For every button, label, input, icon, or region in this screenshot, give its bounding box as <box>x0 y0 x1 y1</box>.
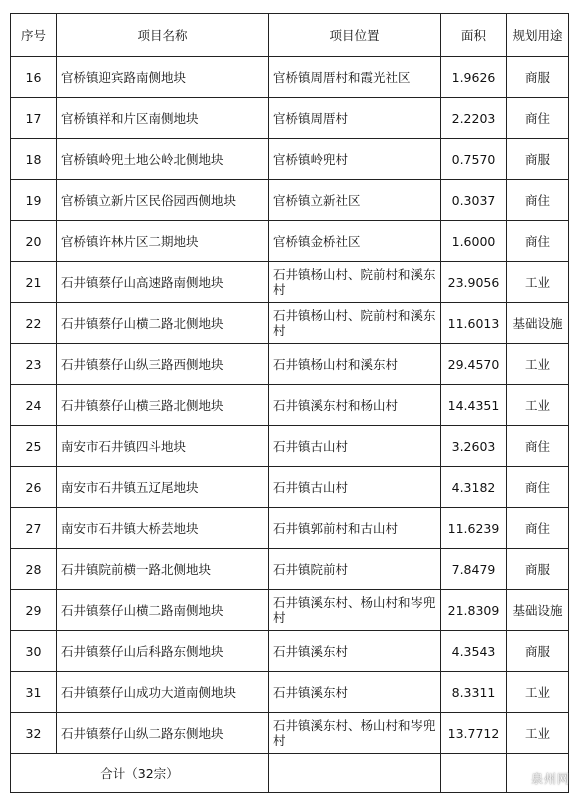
project-location: 石井镇郭前村和古山村 <box>269 508 441 549</box>
planned-use: 工业 <box>507 713 569 754</box>
planned-use: 商住 <box>507 508 569 549</box>
project-location: 石井镇溪东村、杨山村和岑兜村 <box>269 713 441 754</box>
project-location: 石井镇杨山村、院前村和溪东村 <box>269 262 441 303</box>
planned-use: 商服 <box>507 549 569 590</box>
project-name: 石井镇蔡仔山后科路东侧地块 <box>57 631 269 672</box>
planned-use: 商住 <box>507 180 569 221</box>
row-number: 24 <box>11 385 57 426</box>
project-name: 石井镇蔡仔山纵三路西侧地块 <box>57 344 269 385</box>
project-location: 石井镇杨山村、院前村和溪东村 <box>269 303 441 344</box>
project-location: 石井镇溪东村和杨山村 <box>269 385 441 426</box>
table-row <box>11 221 569 262</box>
table-row <box>11 426 569 467</box>
table-row <box>11 549 569 590</box>
planned-use: 商住 <box>507 98 569 139</box>
header-no: 序号 <box>11 14 57 57</box>
table-row <box>11 303 569 344</box>
project-name: 南安市石井镇大桥芸地块 <box>57 508 269 549</box>
project-area: 14.4351 <box>441 385 507 426</box>
project-location: 官桥镇岭兜村 <box>269 139 441 180</box>
row-number: 31 <box>11 672 57 713</box>
project-name: 石井镇蔡仔山纵二路东侧地块 <box>57 713 269 754</box>
project-area: 8.3311 <box>441 672 507 713</box>
table-body <box>11 57 569 793</box>
project-name: 官桥镇祥和片区南侧地块 <box>57 98 269 139</box>
row-number: 17 <box>11 98 57 139</box>
project-name: 官桥镇立新片区民俗园西侧地块 <box>57 180 269 221</box>
project-area: 4.3182 <box>441 467 507 508</box>
project-area: 3.2603 <box>441 426 507 467</box>
row-number: 22 <box>11 303 57 344</box>
table-row <box>11 590 569 631</box>
header-name: 项目名称 <box>57 14 269 57</box>
table-row <box>11 139 569 180</box>
project-name: 官桥镇许林片区二期地块 <box>57 221 269 262</box>
project-area: 4.3543 <box>441 631 507 672</box>
row-number: 23 <box>11 344 57 385</box>
row-number: 20 <box>11 221 57 262</box>
project-location: 石井镇古山村 <box>269 426 441 467</box>
project-location: 石井镇溪东村、杨山村和岑兜村 <box>269 590 441 631</box>
table-row <box>11 98 569 139</box>
project-name: 石井镇蔡仔山高速路南侧地块 <box>57 262 269 303</box>
row-number: 27 <box>11 508 57 549</box>
project-name: 石井镇院前横一路北侧地块 <box>57 549 269 590</box>
project-area: 13.7712 <box>441 713 507 754</box>
row-number: 21 <box>11 262 57 303</box>
total-label: 合计（32宗） <box>11 754 269 793</box>
row-number: 29 <box>11 590 57 631</box>
header-use: 规划用途 <box>507 14 569 57</box>
project-location: 官桥镇金桥社区 <box>269 221 441 262</box>
planned-use: 商住 <box>507 221 569 262</box>
project-name: 南安市石井镇五辽尾地块 <box>57 467 269 508</box>
project-name: 南安市石井镇四斗地块 <box>57 426 269 467</box>
row-number: 16 <box>11 57 57 98</box>
row-number: 26 <box>11 467 57 508</box>
project-area: 11.6239 <box>441 508 507 549</box>
row-number: 28 <box>11 549 57 590</box>
table-row <box>11 672 569 713</box>
project-area: 0.7570 <box>441 139 507 180</box>
table-row <box>11 467 569 508</box>
planned-use: 工业 <box>507 672 569 713</box>
table-row <box>11 180 569 221</box>
row-number: 25 <box>11 426 57 467</box>
project-area: 2.2203 <box>441 98 507 139</box>
project-name: 石井镇蔡仔山横二路南侧地块 <box>57 590 269 631</box>
site-watermark: 泉州网 <box>530 772 570 786</box>
project-name: 石井镇蔡仔山横二路北侧地块 <box>57 303 269 344</box>
project-location: 石井镇院前村 <box>269 549 441 590</box>
row-number: 19 <box>11 180 57 221</box>
project-location: 官桥镇周厝村和霞光社区 <box>269 57 441 98</box>
planned-use: 基础设施 <box>507 590 569 631</box>
land-parcel-table <box>10 13 569 793</box>
planned-use: 商服 <box>507 631 569 672</box>
table-row <box>11 631 569 672</box>
project-location: 石井镇溪东村 <box>269 631 441 672</box>
row-number: 18 <box>11 139 57 180</box>
planned-use: 基础设施 <box>507 303 569 344</box>
table-row <box>11 344 569 385</box>
total-location <box>269 754 441 793</box>
planned-use: 商住 <box>507 426 569 467</box>
project-area: 1.6000 <box>441 221 507 262</box>
row-number: 32 <box>11 713 57 754</box>
table-row <box>11 57 569 98</box>
project-location: 官桥镇周厝村 <box>269 98 441 139</box>
project-area: 23.9056 <box>441 262 507 303</box>
project-area: 21.8309 <box>441 590 507 631</box>
land-plan-sheet <box>10 13 568 793</box>
planned-use: 工业 <box>507 262 569 303</box>
header-area: 面积 <box>441 14 507 57</box>
table-header-row <box>11 14 569 57</box>
project-area: 7.8479 <box>441 549 507 590</box>
project-area: 0.3037 <box>441 180 507 221</box>
project-location: 石井镇溪东村 <box>269 672 441 713</box>
project-name: 官桥镇岭兜土地公岭北侧地块 <box>57 139 269 180</box>
project-name: 石井镇蔡仔山成功大道南侧地块 <box>57 672 269 713</box>
planned-use: 商服 <box>507 139 569 180</box>
project-location: 石井镇古山村 <box>269 467 441 508</box>
header-location: 项目位置 <box>269 14 441 57</box>
project-location: 石井镇杨山村和溪东村 <box>269 344 441 385</box>
table-row <box>11 508 569 549</box>
project-location: 官桥镇立新社区 <box>269 180 441 221</box>
project-area: 11.6013 <box>441 303 507 344</box>
planned-use: 工业 <box>507 344 569 385</box>
planned-use: 商住 <box>507 467 569 508</box>
project-name: 官桥镇迎宾路南侧地块 <box>57 57 269 98</box>
project-area: 29.4570 <box>441 344 507 385</box>
row-number: 30 <box>11 631 57 672</box>
table-row <box>11 262 569 303</box>
planned-use: 商服 <box>507 57 569 98</box>
table-row <box>11 713 569 754</box>
project-area: 1.9626 <box>441 57 507 98</box>
table-row <box>11 385 569 426</box>
project-name: 石井镇蔡仔山横三路北侧地块 <box>57 385 269 426</box>
planned-use: 工业 <box>507 385 569 426</box>
